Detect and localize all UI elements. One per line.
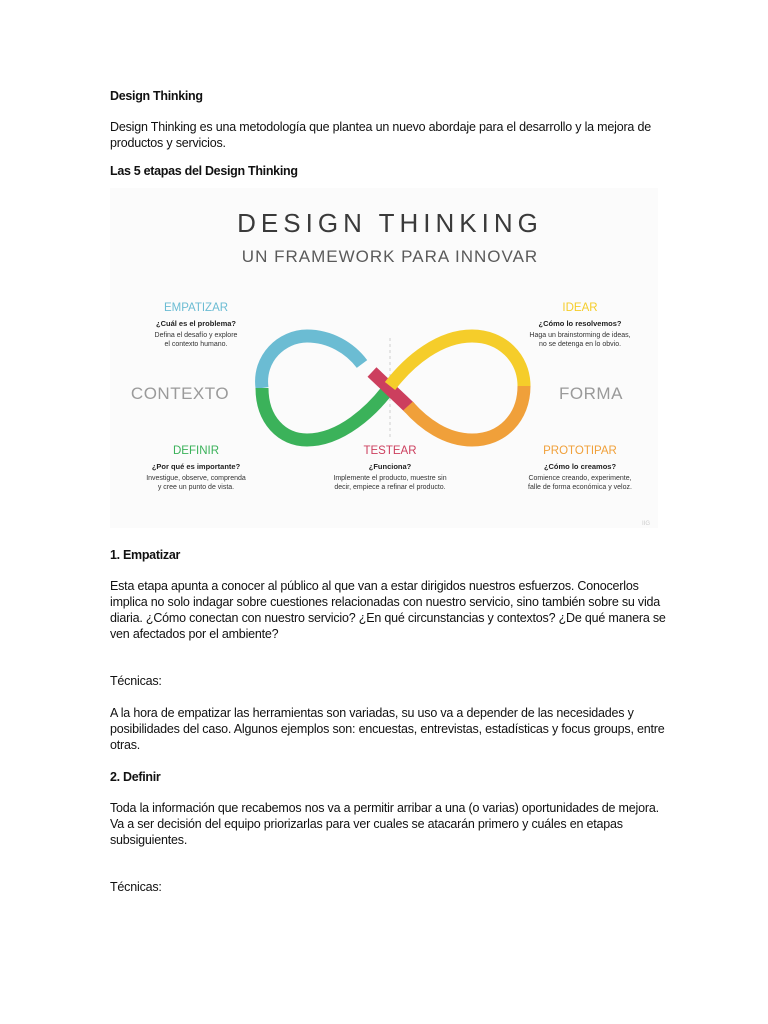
prototipar-label: PROTOTIPAR <box>543 445 617 457</box>
section-1-body: Esta etapa apunta a conocer al público al que van a estar dirigidos nuestros esfuerzos. Conocerlos implica no solo indagar sobre cuestiones relacionadas con nuestro servicio, sino también sobre su vida diaria. ¿Cómo conectan con nuestro servicio? ¿En qué circunstancias y contextos? ¿De qué manera se ven afectados por el ambiente? <box>110 579 666 641</box>
section-2-heading: 2. Definir <box>110 770 161 784</box>
idear-desc-1: Haga un brainstorming de ideas, <box>529 332 631 339</box>
definir-question: ¿Por qué es importante? <box>151 462 241 471</box>
section-1-heading: 1. Empatizar <box>110 548 181 562</box>
section-2-techniques-label: Técnicas: <box>110 880 162 894</box>
intro-paragraph: Design Thinking es una metodología que plantea un nuevo abordaje para el desarrollo y la mejora de productos y servicios. <box>110 120 651 150</box>
testear-desc-2: decir, empiece a refinar el producto. <box>334 484 446 491</box>
empatizar-label: EMPATIZAR <box>163 302 229 314</box>
prototipar-desc-2: falle de forma económica y veloz. <box>528 484 632 491</box>
forma-label: FORMA <box>559 384 623 403</box>
testear-question: ¿Funciona? <box>368 462 412 471</box>
stages-heading: Las 5 etapas del Design Thinking <box>110 164 298 178</box>
section-2-body: Toda la información que recabemos nos va a permitir arribar a una (o varias) oportunidades de mejora. Va a ser decisión del equipo priorizarlas para ver cuales se atacarán primero y cuáles en etapas subsiguientes. <box>110 801 659 847</box>
idear-label: IDEAR <box>562 302 598 314</box>
definir-desc-1: Investigue, observe, comprenda <box>146 475 246 482</box>
empatizar-desc-2: el contexto humano. <box>164 341 228 348</box>
contexto-label: CONTEXTO <box>130 384 230 403</box>
document-title: Design Thinking <box>110 89 203 103</box>
testear-label: TESTEAR <box>363 445 417 457</box>
testear-desc-1: Implemente el producto, muestre sin <box>333 475 447 482</box>
figure-title: DESIGN THINKING <box>237 208 543 238</box>
figure-subtitle: UN FRAMEWORK PARA INNOVAR <box>241 247 539 266</box>
figure-watermark: IIG <box>641 521 650 527</box>
infinity-diagram <box>110 188 658 528</box>
section-1-techniques-label: Técnicas: <box>110 674 162 688</box>
design-thinking-figure <box>110 188 658 528</box>
empatizar-desc-1: Defina el desafío y explore <box>154 332 238 339</box>
prototipar-desc-1: Comience creando, experimente, <box>528 475 632 482</box>
idear-question: ¿Cómo lo resolvemos? <box>538 319 622 328</box>
empatizar-question: ¿Cuál es el problema? <box>155 319 237 328</box>
definir-label: DEFINIR <box>173 445 219 457</box>
idear-desc-2: no se detenga en lo obvio. <box>538 341 622 348</box>
prototipar-question: ¿Cómo lo creamos? <box>543 462 617 471</box>
section-1-techniques-body: A la hora de empatizar las herramientas son variadas, su uso va a depender de las necesidades y posibilidades del caso. Algunos ejemplos son: encuestas, entrevistas, estadísticas y focus groups, entre otras. <box>110 706 665 752</box>
definir-desc-2: y cree un punto de vista. <box>157 484 235 491</box>
